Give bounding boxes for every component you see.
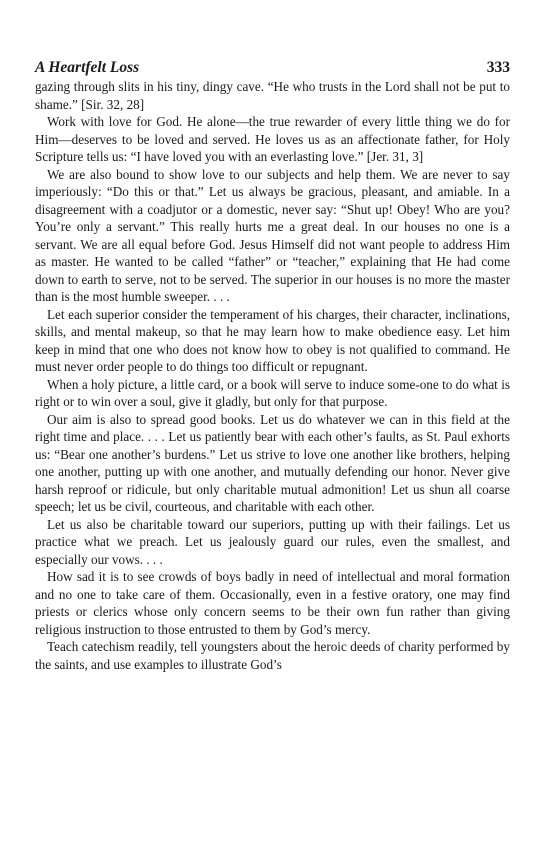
paragraph: How sad it is to see crowds of boys badly in need of intellectual and moral formation and no one to take care of them. Occasionally, even in a festive oratory, one may find priests or clerics whose only concern seems to be their own fun rather than giving religious instruction to those entrusted to them by God’s mercy.: [35, 569, 510, 637]
page-number: 333: [486, 59, 510, 76]
paragraph-continued: gazing through slits in his tiny, dingy cave. “He who trusts in the Lord shall not be put to shame.” [Sir. 32, 28]: [35, 79, 510, 112]
chapter-title: A Heartfelt Loss: [35, 59, 140, 76]
paragraph: Work with love for God. He alone—the true rewarder of every little thing we do for Him—deserves to be loved and served. He loves us as an affectionate father, for Holy Scripture tells us: “I have loved you with an everlasting love.” [Jer. 31, 3]: [35, 114, 510, 164]
paragraph: We are also bound to show love to our subjects and help them. We are never to say imperiously: “Do this or that.” Let us always be gracious, pleasant, and amiable. In a disagreement with a coadjutor or a domestic, never say: “Shut up! Obey! Who are you? You’re only a servant.” This really hurts me a great deal. In our houses no one is a servant. We are all equal before God. Jesus Himself did not want people to address Him as master. He wanted to be called “father” or “teacher,” explaining that He had come down to earth to serve, not to be served. The superior in our houses is no more the master than is the most humble sweeper. . . .: [35, 166, 510, 304]
paragraph: Let each superior consider the temperament of his charges, their character, inclinations, skills, and mental makeup, so that he may learn how to make obedience easy. Let him keep in mind that one who does not know how to obey is not qualified to command. He must never order people to do things too difficult or repugnant.: [35, 306, 510, 374]
paragraph: Our aim is also to spread good books. Let us do whatever we can in this field at the right time and place. . . . Let us patiently bear with each other’s faults, as St. Paul exhorts us: “Bear one another’s burdens.” Let us strive to love one another like brothers, helping one another, putting up with one another, and mutually defending our honor. Never give harsh reproof or ridicule, but only charitable mutual admonition! Let us shun all coarse speech; let us be civil, courteous, and charitable with each other.: [35, 411, 510, 514]
paragraph: Teach catechism readily, tell youngsters about the heroic deeds of charity performed by the saints, and use examples to illustrate God’s: [35, 639, 510, 672]
paragraph: When a holy picture, a little card, or a book will serve to induce some-one to do what is right or to win over a soul, give it gladly, but only for that purpose.: [35, 376, 510, 409]
running-head: [35, 58, 510, 77]
book-page: [35, 58, 510, 673]
body-text: [35, 78, 510, 673]
paragraph: Let us also be charitable toward our superiors, putting up with their failings. Let us practice what we preach. Let us jealously guard our rules, even the smallest, and especially our vows. . . .: [35, 516, 510, 567]
